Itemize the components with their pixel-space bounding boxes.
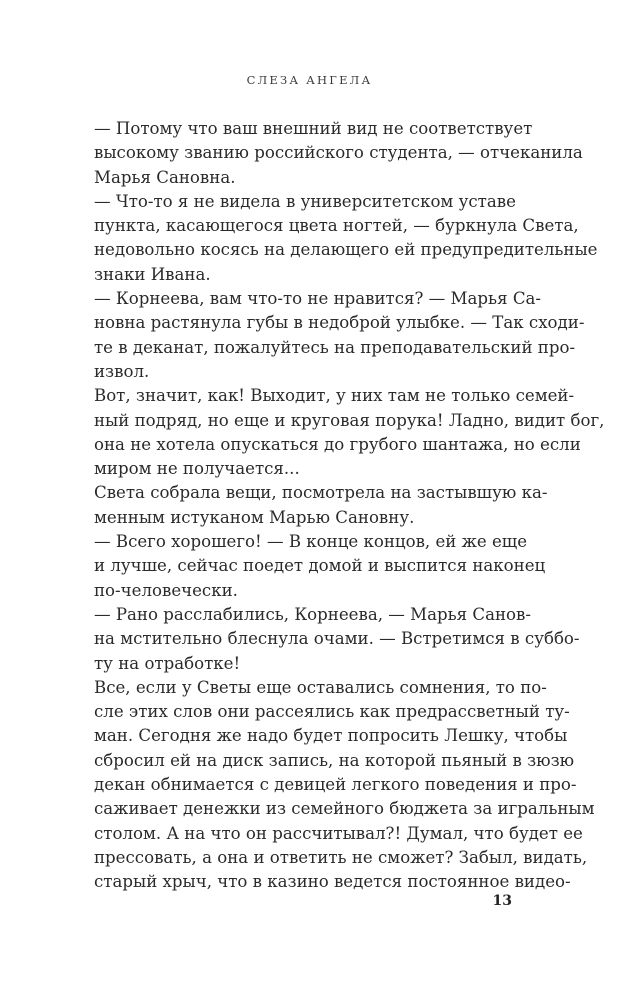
page-number: 13	[492, 893, 512, 909]
text-line: те в деканат, пожалуйтесь на преподавательский про-	[94, 337, 576, 357]
text-line: и лучше, сейчас поедет домой и выспится наконец	[94, 556, 546, 576]
text-line: декан обнимается с девицей легкого поведения и про-	[94, 775, 577, 795]
text-line: ный подряд, но еще и круговая порука! Ладно, видит бог,	[94, 410, 605, 430]
text-line: Света собрала вещи, посмотрела на застывшую ка-	[94, 483, 548, 503]
text-line: ман. Сегодня же надо будет попросить Лешку, чтобы	[94, 726, 568, 746]
running-header: СЛЕЗА АНГЕЛА	[246, 73, 373, 87]
text-line: на мстительно блеснула очами. — Встретимся в суббо-	[94, 629, 580, 649]
text-line: столом. А на что он рассчитывал?! Думал, что будет ее	[94, 823, 583, 843]
body-text	[94, 117, 605, 895]
text-line: старый хрыч, что в казино ведется постоянное видео-	[94, 872, 571, 892]
text-line: пункта, касающегося цвета ногтей, — буркнула Света,	[94, 216, 579, 236]
text-line: — Всего хорошего! — В конце концов, ей же еще	[94, 532, 528, 552]
text-line: новна растянула губы в недоброй улыбке. — Так сходи-	[94, 313, 585, 333]
text-line: саживает денежки из семейного бюджета за игральным	[94, 799, 595, 819]
text-line: знаки Ивана.	[94, 264, 211, 284]
text-line: Все, если у Светы еще оставались сомнения, то по-	[94, 677, 547, 697]
text-line: прессовать, а она и ответить не сможет? Забыл, видать,	[94, 847, 588, 867]
text-line: высокому званию российского студента, — отчеканила	[94, 143, 583, 163]
text-line: Марья Сановна.	[94, 167, 236, 187]
text-line: Вот, значит, как! Выходит, у них там не только семей-	[94, 386, 575, 406]
text-line: по-человечески.	[94, 580, 238, 600]
text-line: извол.	[94, 361, 150, 381]
text-line: она не хотела опускаться до грубого шантажа, но если	[94, 434, 581, 454]
text-line: недовольно косясь на делающего ей предупредительные	[94, 240, 598, 260]
text-line: — Потому что ваш внешний вид не соответствует	[94, 119, 533, 138]
text-line: сбросил ей на диск запись, на которой пьяный в зюзю	[94, 750, 575, 770]
text-line: — Рано расслабились, Корнеева, — Марья Санов-	[94, 604, 531, 624]
text-line: сле этих слов они рассеялись как предрассветный ту-	[94, 702, 570, 722]
text-line: — Корнеева, вам что-то не нравится? — Марья Са-	[94, 289, 542, 309]
text-line: — Что-то я не видела в университетском уставе	[94, 191, 516, 211]
text-line: ту на отработке!	[94, 653, 241, 673]
text-line: миром не получается...	[94, 459, 300, 479]
text-line: менным истуканом Марью Сановну.	[94, 507, 415, 527]
